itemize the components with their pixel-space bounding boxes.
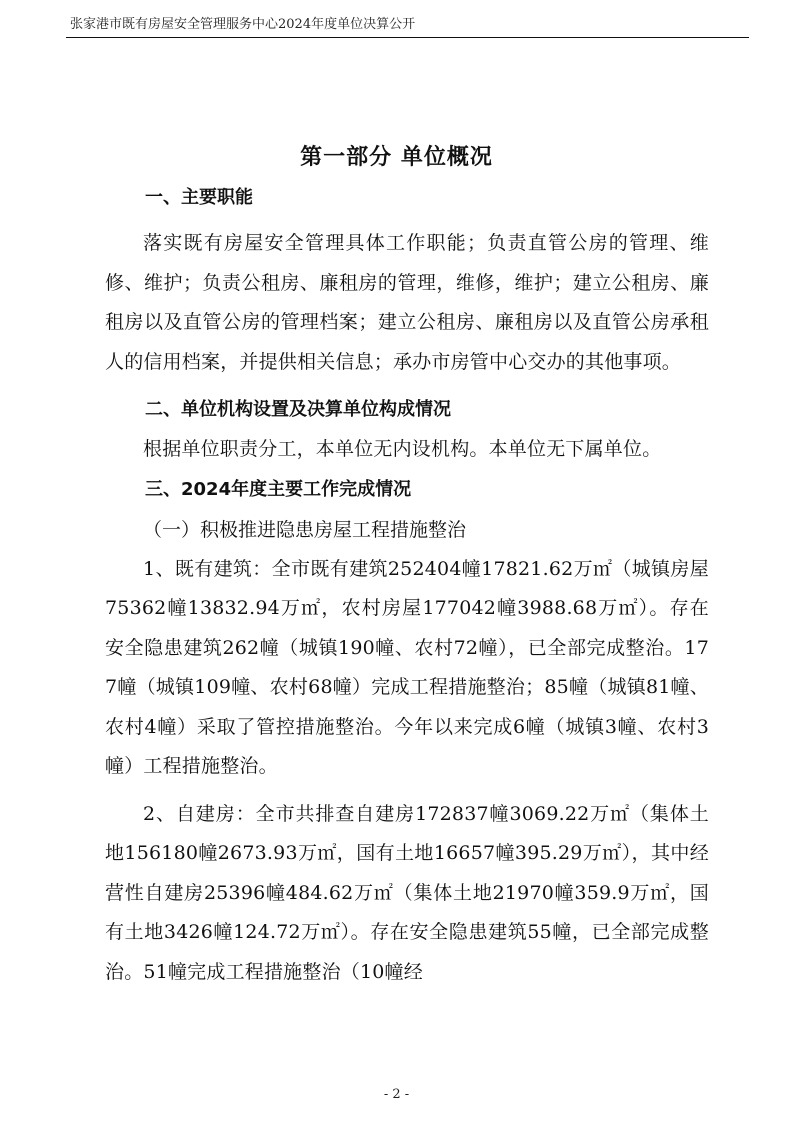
paragraph-existing-buildings: 1、既有建筑：全市既有建筑252404幢17821.62万㎡（城镇房屋75362幢13832.94万㎡，农村房屋177042幢3988.68万㎡）。存在安全隐患建筑262幢（城镇190幢、农村72幢），已全部完成整治。177幢（城镇109幢、农村68幢）完成工程措施整治；85幢（城镇81幢、农村4幢）采取了管控措施整治。今年以来完成6幢（城镇3幢、农村3幢）工程措施整治。 — [105, 557, 709, 777]
section-heading-functions: 一、主要职能 — [145, 187, 253, 208]
page-title: 第一部分 单位概况 — [300, 144, 493, 170]
paragraph-functions: 落实既有房屋安全管理具体工作职能；负责直管公房的管理、维修、维护；负责公租房、廉租房的管理，维修，维护；建立公租房、廉租房以及直管公房的管理档案；建立公租房、廉租房以及直管公房承租人的信用档案，并提供相关信息；承办市房管中心交办的其他事项。 — [105, 232, 709, 373]
paragraph-organization: 根据单位职责分工，本单位无内设机构。本单位无下属单位。 — [143, 438, 662, 460]
page-number: - 2 - — [383, 1087, 410, 1102]
section-heading-organization: 二、单位机构设置及决算单位构成情况 — [145, 399, 451, 420]
running-header: 张家港市既有房屋安全管理服务中心2024年度单位决算公开 — [70, 17, 416, 32]
paragraph-self-built-houses: 2、自建房：全市共排查自建房172837幢3069.22万㎡（集体土地156180幢2673.93万㎡，国有土地16657幢395.29万㎡），其中经营性自建房25396幢484.62万㎡（集体土地21970幢359.9万㎡，国有土地3426幢124.72万㎡）。存在安全隐患建筑55幢，已全部完成整治。51幢完成工程措施整治（10幢经 — [105, 802, 709, 983]
document-body — [105, 178, 709, 992]
header-rule — [66, 37, 749, 38]
sub-heading-hazard-remediation: （一）积极推进隐患房屋工程措施整治 — [143, 518, 467, 541]
section-heading-work-2024: 三、2024年度主要工作完成情况 — [145, 478, 412, 500]
